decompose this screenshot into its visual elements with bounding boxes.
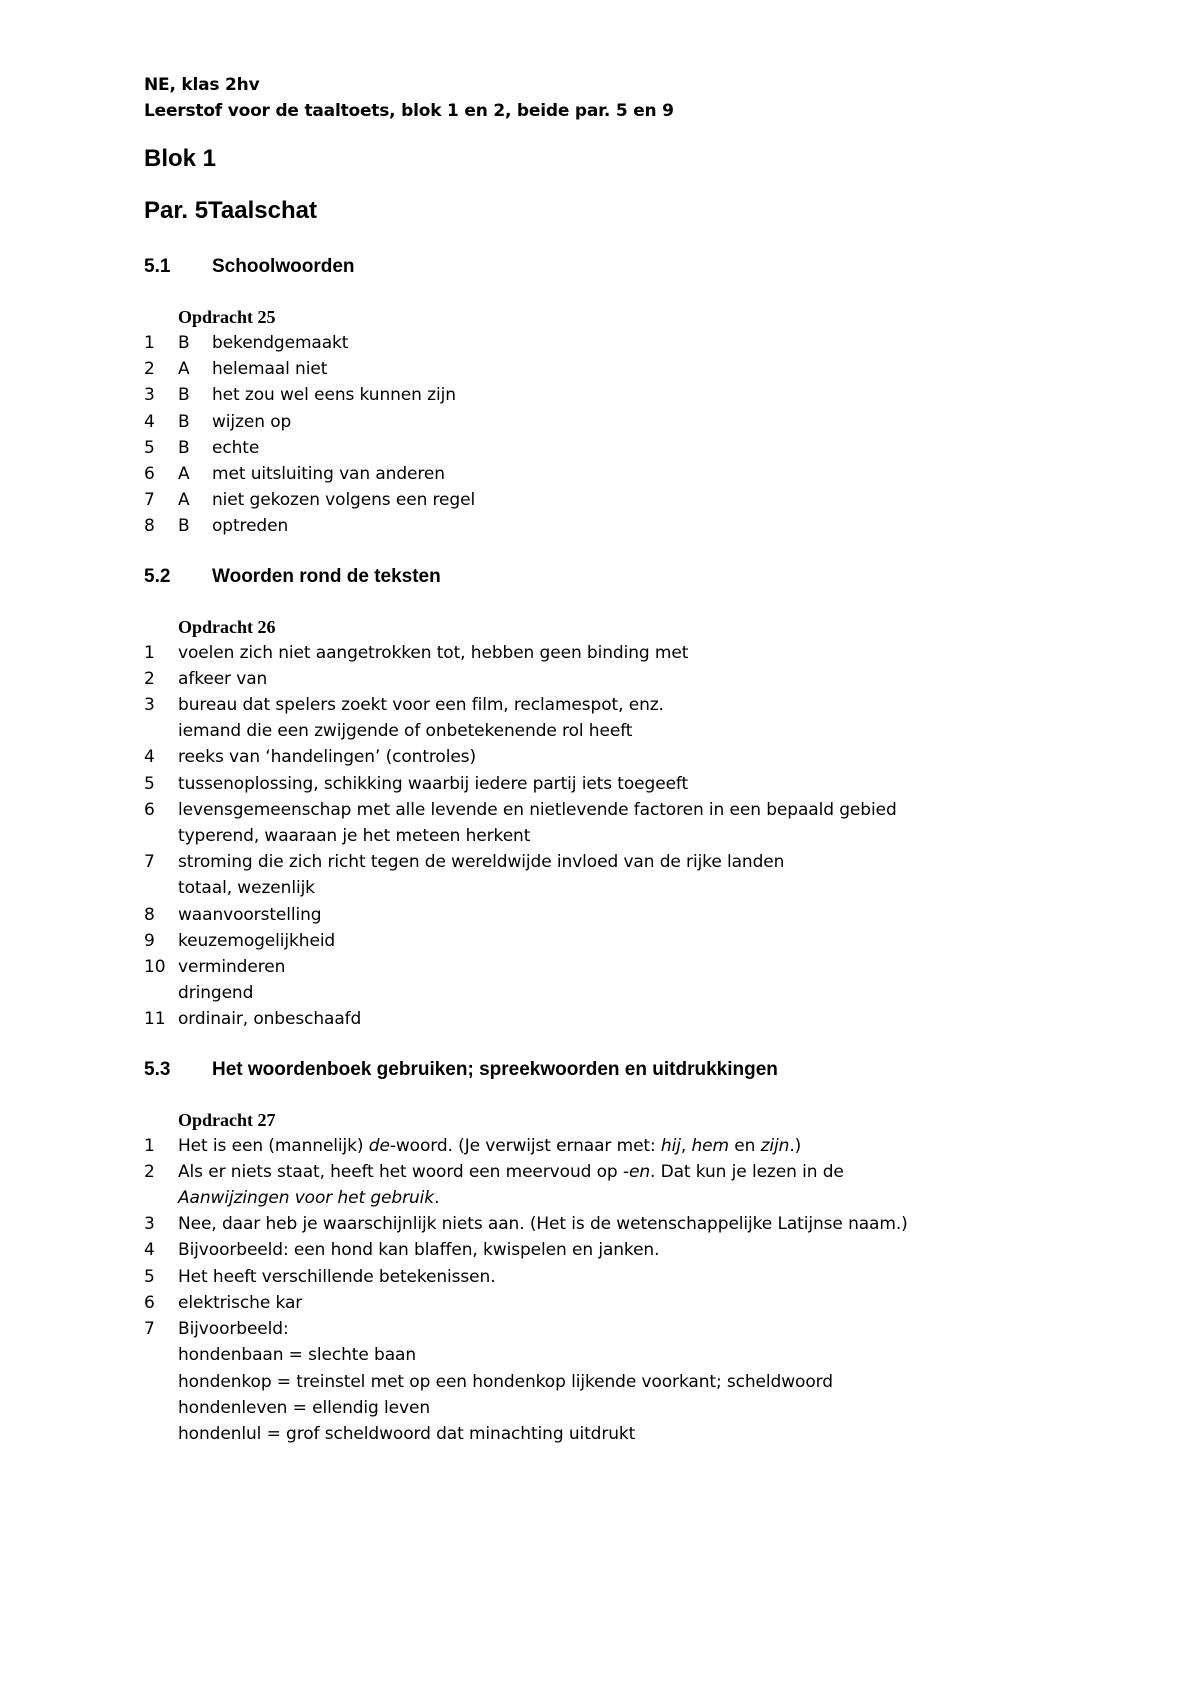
item-answer-run: . Dat kun je lezen in de: [650, 1161, 844, 1182]
list-item: [144, 1159, 1064, 1185]
item-answer-italic: zijn: [760, 1135, 790, 1156]
item-answer-run: .: [434, 1188, 440, 1209]
list-item: [144, 1133, 1064, 1159]
paragraph-title: Par. 5Taalschat: [144, 197, 317, 224]
item-number: [144, 1395, 178, 1421]
item-answer: [178, 1237, 1064, 1263]
list-item: [144, 1316, 1064, 1342]
section-number: 5.2: [144, 565, 171, 587]
item-number: 8: [144, 516, 155, 537]
list-item: [144, 1185, 1064, 1211]
item-answer: totaal, wezenlijk: [178, 878, 315, 899]
item-answer: wijzen op: [212, 411, 292, 432]
item-answer: [178, 1159, 1064, 1185]
item-answer: echte: [212, 437, 260, 458]
list-item: [144, 980, 1064, 1006]
item-number: 5: [144, 773, 155, 794]
list-item: [144, 954, 1064, 980]
list-item: [144, 771, 1064, 797]
item-answer-run: ,: [680, 1135, 692, 1156]
list-item: [144, 1211, 1064, 1237]
item-answer: typerend, waaraan je het meteen herkent: [178, 826, 531, 847]
list-item: [144, 1290, 1064, 1316]
item-answer-run: hondenleven = ellendig leven: [178, 1397, 431, 1418]
document-header: [144, 72, 1064, 124]
item-answer-run: Bijvoorbeeld: een hond kan blaffen, kwispelen en janken.: [178, 1240, 660, 1261]
list-item: [144, 666, 1064, 692]
item-answer-italic: hij: [660, 1135, 681, 1156]
item-number: 2: [144, 359, 155, 380]
item-answer: [178, 1342, 1064, 1368]
item-number: 6: [144, 464, 155, 485]
list-item: [144, 1395, 1064, 1421]
item-answer: verminderen: [178, 957, 286, 978]
item-choice-letter: B: [178, 385, 190, 406]
item-number: [144, 1342, 178, 1368]
item-number: 4: [144, 747, 155, 768]
list-item: [144, 875, 1064, 901]
item-number: 10: [144, 957, 166, 978]
item-answer-italic: -en: [622, 1161, 650, 1182]
item-number: 3: [144, 1214, 155, 1235]
item-answer-italic: Aanwijzingen voor het gebruik: [178, 1188, 435, 1209]
list-item: [144, 718, 1064, 744]
item-answer-italic: de: [368, 1135, 390, 1156]
item-answer-run: en: [728, 1135, 761, 1156]
item-answer-run: Bijvoorbeeld:: [178, 1319, 289, 1340]
section-title: Schoolwoorden: [212, 256, 355, 277]
item-answer-run: hondenkop = treinstel met op een hondenkop lijkende voorkant; scheldwoord: [178, 1371, 833, 1392]
item-number: 6: [144, 799, 155, 820]
item-answer: afkeer van: [178, 668, 268, 689]
item-answer: [178, 1133, 1064, 1159]
item-answer: het zou wel eens kunnen zijn: [212, 385, 456, 406]
list-item: [144, 1237, 1064, 1263]
list-item: [144, 487, 1064, 513]
item-answer-run: elektrische kar: [178, 1292, 303, 1313]
section-title: Woorden rond de teksten: [212, 565, 441, 587]
item-number: [144, 718, 178, 744]
header-line-class: NE, klas 2hv: [144, 75, 260, 95]
item-number: 4: [144, 1240, 155, 1261]
list-item: [144, 823, 1064, 849]
item-number: 1: [144, 333, 155, 353]
item-answer: met uitsluiting van anderen: [212, 464, 445, 485]
list-item: [144, 744, 1064, 770]
answer-list-5-1: [144, 330, 1064, 540]
item-number: 9: [144, 930, 155, 951]
list-item: [144, 640, 1064, 666]
item-answer-run: Nee, daar heb je waarschijnlijk niets aan. (Het is de wetenschappelijke Latijnse naam.): [178, 1214, 908, 1235]
item-number: [144, 1185, 178, 1211]
item-answer: [178, 1185, 1064, 1211]
item-number: 6: [144, 1292, 155, 1313]
item-answer-run: Het heeft verschillende betekenissen.: [178, 1266, 496, 1287]
item-answer-run: Het is een (mannelijk): [178, 1135, 369, 1156]
item-choice-letter: A: [178, 464, 190, 485]
section-number: 5.1: [144, 256, 171, 277]
item-number: 11: [144, 1009, 166, 1030]
list-item: [144, 1369, 1064, 1395]
item-answer: bekendgemaakt: [212, 333, 349, 353]
item-answer: dringend: [178, 983, 254, 1004]
item-answer: [178, 1211, 1064, 1237]
item-answer: niet gekozen volgens een regel: [212, 490, 476, 511]
answer-list-5-2: [144, 640, 1064, 1033]
item-number: [144, 980, 178, 1006]
item-number: 3: [144, 385, 155, 406]
item-number: 3: [144, 695, 155, 716]
item-answer: voelen zich niet aangetrokken tot, hebben geen binding met: [178, 642, 689, 663]
opdracht-heading-27: Opdracht 27: [178, 1109, 276, 1130]
item-answer: stroming die zich richt tegen de wereldwijde invloed van de rijke landen: [178, 852, 785, 873]
section-number: 5.3: [144, 1058, 171, 1080]
item-choice-letter: A: [178, 490, 190, 511]
blok-title: Blok 1: [144, 145, 217, 172]
item-number: 7: [144, 852, 155, 873]
item-answer-italic: hem: [691, 1135, 729, 1156]
list-item: [144, 849, 1064, 875]
list-item: [144, 1264, 1064, 1290]
item-answer: [178, 1264, 1064, 1290]
list-item: [144, 902, 1064, 928]
header-line-subject: Leerstof voor de taaltoets, blok 1 en 2, beide par. 5 en 9: [144, 101, 674, 121]
list-item: [144, 435, 1064, 461]
item-number: 2: [144, 1161, 155, 1182]
item-answer: [178, 1395, 1064, 1421]
item-number: [144, 875, 178, 901]
list-item: [144, 330, 1064, 356]
item-answer: levensgemeenschap met alle levende en nietlevende factoren in een bepaald gebied: [178, 799, 897, 820]
list-item: [144, 356, 1064, 382]
item-answer: iemand die een zwijgende of onbetekenende rol heeft: [178, 721, 633, 742]
list-item: [144, 409, 1064, 435]
item-number: 2: [144, 668, 155, 689]
item-choice-letter: B: [178, 333, 190, 353]
item-number: 8: [144, 904, 155, 925]
item-choice-letter: B: [178, 437, 190, 458]
item-answer-run: -woord. (Je verwijst ernaar met:: [389, 1135, 661, 1156]
item-answer: reeks van ‘handelingen’ (controles): [178, 747, 476, 768]
item-choice-letter: B: [178, 411, 190, 432]
item-answer-run: hondenbaan = slechte baan: [178, 1345, 417, 1366]
item-answer: helemaal niet: [212, 359, 328, 380]
item-number: 4: [144, 411, 155, 432]
section-heading-5-1: [144, 254, 1064, 280]
document-content: [144, 72, 1064, 1447]
item-answer-run: hondenlul = grof scheldwoord dat minachting uitdrukt: [178, 1423, 636, 1444]
list-item: [144, 692, 1064, 718]
item-answer: ordinair, onbeschaafd: [178, 1009, 362, 1030]
item-answer-run: .): [789, 1135, 802, 1156]
section-title: Het woordenboek gebruiken; spreekwoorden en uitdrukkingen: [212, 1058, 778, 1080]
item-number: 1: [144, 642, 155, 663]
opdracht-heading-25: Opdracht 25: [178, 307, 276, 327]
answer-list-5-3: [144, 1133, 1064, 1447]
item-number: [144, 1369, 178, 1395]
item-answer: tussenoplossing, schikking waarbij iedere partij iets toegeeft: [178, 773, 689, 794]
item-answer: [178, 1290, 1064, 1316]
list-item: [144, 513, 1064, 539]
item-choice-letter: B: [178, 516, 190, 537]
list-item: [144, 382, 1064, 408]
item-number: 7: [144, 490, 155, 511]
item-answer: bureau dat spelers zoekt voor een film, reclamespot, enz.: [178, 695, 664, 716]
item-choice-letter: A: [178, 359, 190, 380]
list-item: [144, 797, 1064, 823]
item-answer: keuzemogelijkheid: [178, 930, 336, 951]
item-number: 5: [144, 437, 155, 458]
list-item: [144, 1421, 1064, 1447]
item-number: [144, 1421, 178, 1447]
item-answer: waanvoorstelling: [178, 904, 322, 925]
list-item: [144, 461, 1064, 487]
item-answer: optreden: [212, 516, 289, 537]
item-answer: [178, 1369, 1064, 1395]
item-number: 1: [144, 1135, 155, 1156]
item-answer: [178, 1316, 1064, 1342]
list-item: [144, 1006, 1064, 1032]
opdracht-heading-26: Opdracht 26: [178, 616, 276, 637]
list-item: [144, 1342, 1064, 1368]
section-heading-5-2: [144, 564, 1064, 590]
item-number: 7: [144, 1319, 155, 1340]
item-number: 5: [144, 1266, 155, 1287]
list-item: [144, 928, 1064, 954]
item-number: [144, 823, 178, 849]
item-answer-run: Als er niets staat, heeft het woord een meervoud op: [178, 1161, 623, 1182]
section-heading-5-3: [144, 1057, 1064, 1083]
item-answer: [178, 1421, 1064, 1447]
